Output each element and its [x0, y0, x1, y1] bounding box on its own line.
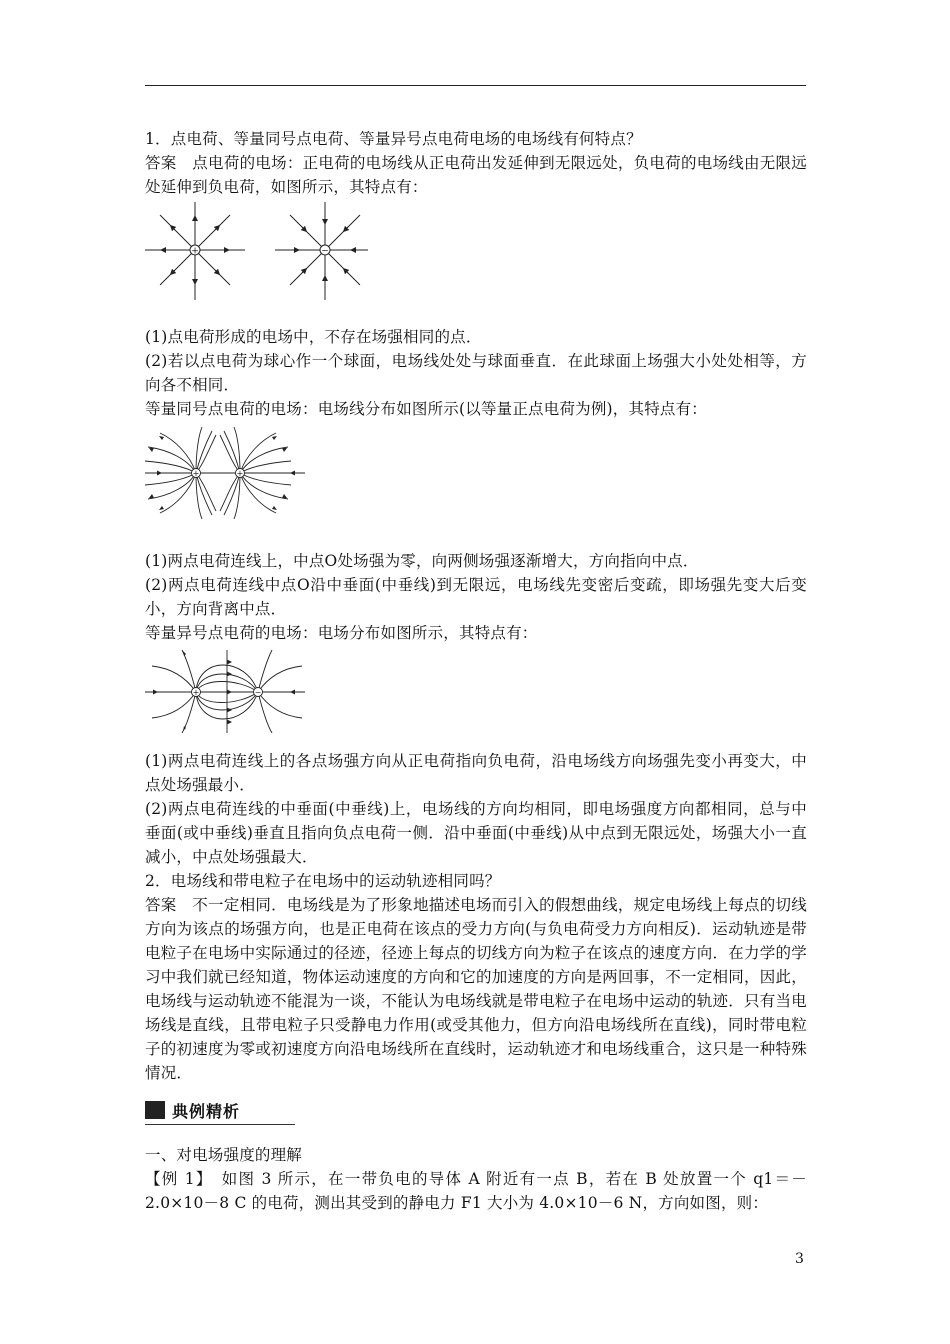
plus-sign: + — [191, 246, 199, 257]
opposite-charge-feature-2: (2)两点电荷连线的中垂面(中垂线)上，电场线的方向均相同，即电场强度方向都相同，总与中垂面(或中垂线)垂直且指向负点电荷一侧．沿中垂面(中垂线)从中点到无限远处，场强大小一直减小，中点处场强最大． — [145, 800, 807, 866]
plus-sign-opp: + — [192, 688, 200, 697]
same-charge-feature-2: (2)两点电荷连线中点O沿中垂面(中垂线)到无限远，电场线先变密后变疏，即场强先变大后变小，方向背离中点． — [145, 576, 807, 618]
point-charge-feature-2: (2)若以点电荷为球心作一个球面，电场线处处与球面垂直．在此球面上场强大小处处相等，方向各不相同． — [145, 352, 807, 394]
plus-sign-right: + — [236, 469, 244, 478]
section-heading-icon — [145, 1101, 165, 1119]
opposite-charges-field-figure — [140, 648, 310, 733]
section-heading-title: 典例精析 — [172, 1102, 241, 1121]
point-charge-feature-1: (1)点电荷形成的电场中，不存在场强相同的点． — [145, 328, 482, 346]
like-charges-field-figure — [140, 425, 310, 525]
section-heading-underline — [145, 1124, 295, 1125]
minus-sign-opp: − — [254, 688, 262, 697]
minus-sign: − — [321, 246, 329, 257]
question-2-title: 2．电场线和带电粒子在电场中的运动轨迹相同吗？ — [145, 872, 501, 890]
plus-sign-left: + — [192, 469, 200, 478]
example-1-text: 【例 1】 如图 3 所示，在一带负电的导体 A 附近有一点 B，若在 B 处放置一个 q1＝－2.0×10－8 C 的电荷，测出其受到的静电力 F1 大小为 4.0×10－6 N，方向如图，则： — [145, 1170, 807, 1212]
opposite-charge-feature-1: (1)两点电荷连线上的各点场强方向从正电荷指向负电荷，沿电场线方向场强先变小再变大，中点处场强最小． — [145, 752, 807, 794]
same-charge-feature-1: (1)两点电荷连线上，中点O处场强为零，向两侧场强逐渐增大，方向指向中点． — [145, 552, 699, 570]
question-1-title: 1．点电荷、等量同号点电荷、等量异号点电荷电场的电场线有何特点？ — [145, 130, 642, 148]
point-charge-field-figure — [140, 200, 370, 305]
subsection-title: 一、对电场强度的理解 — [145, 1146, 303, 1164]
opposite-charge-intro: 等量异号点电荷的电场：电场分布如图所示，其特点有： — [145, 624, 538, 642]
question-2-answer: 答案 不一定相同．电场线是为了形象地描述电场而引入的假想曲线，规定电场线上每点的切线方向为该点的场强方向，也是正电荷在该点的受力方向(与负电荷受力方向相反)．运动轨迹是带电粒子在电场中实际通过的径迹，径迹上每点的切线方向为粒子在该点的速度方向．在力学的学习中我们就已经知道，物体运动速度的方向和它的加速度的方向是两回事，不一定相同，因此，电场线与运动轨迹不能混为一谈，不能认为电场线就是带电粒子在电场中运动的轨迹．只有当电场线是直线，且带电粒子只受静电力作用(或受其他力，但方向沿电场线所在直线)，同时带电粒子的初速度为零或初速度方向沿电场线所在直线时，运动轨迹才和电场线重合，这只是一种特殊情况． — [145, 896, 807, 1082]
page-number: 3 — [795, 1251, 804, 1267]
same-charge-intro: 等量同号点电荷的电场：电场线分布如图所示(以等量正点电荷为例)，其特点有： — [145, 400, 707, 418]
header-rule — [145, 85, 806, 86]
section-heading — [145, 1097, 305, 1127]
question-1-answer-intro: 答案 点电荷的电场：正电荷的电场线从正电荷出发延伸到无限远处，负电荷的电场线由无限远处延伸到负电荷，如图所示，其特点有： — [145, 154, 807, 196]
